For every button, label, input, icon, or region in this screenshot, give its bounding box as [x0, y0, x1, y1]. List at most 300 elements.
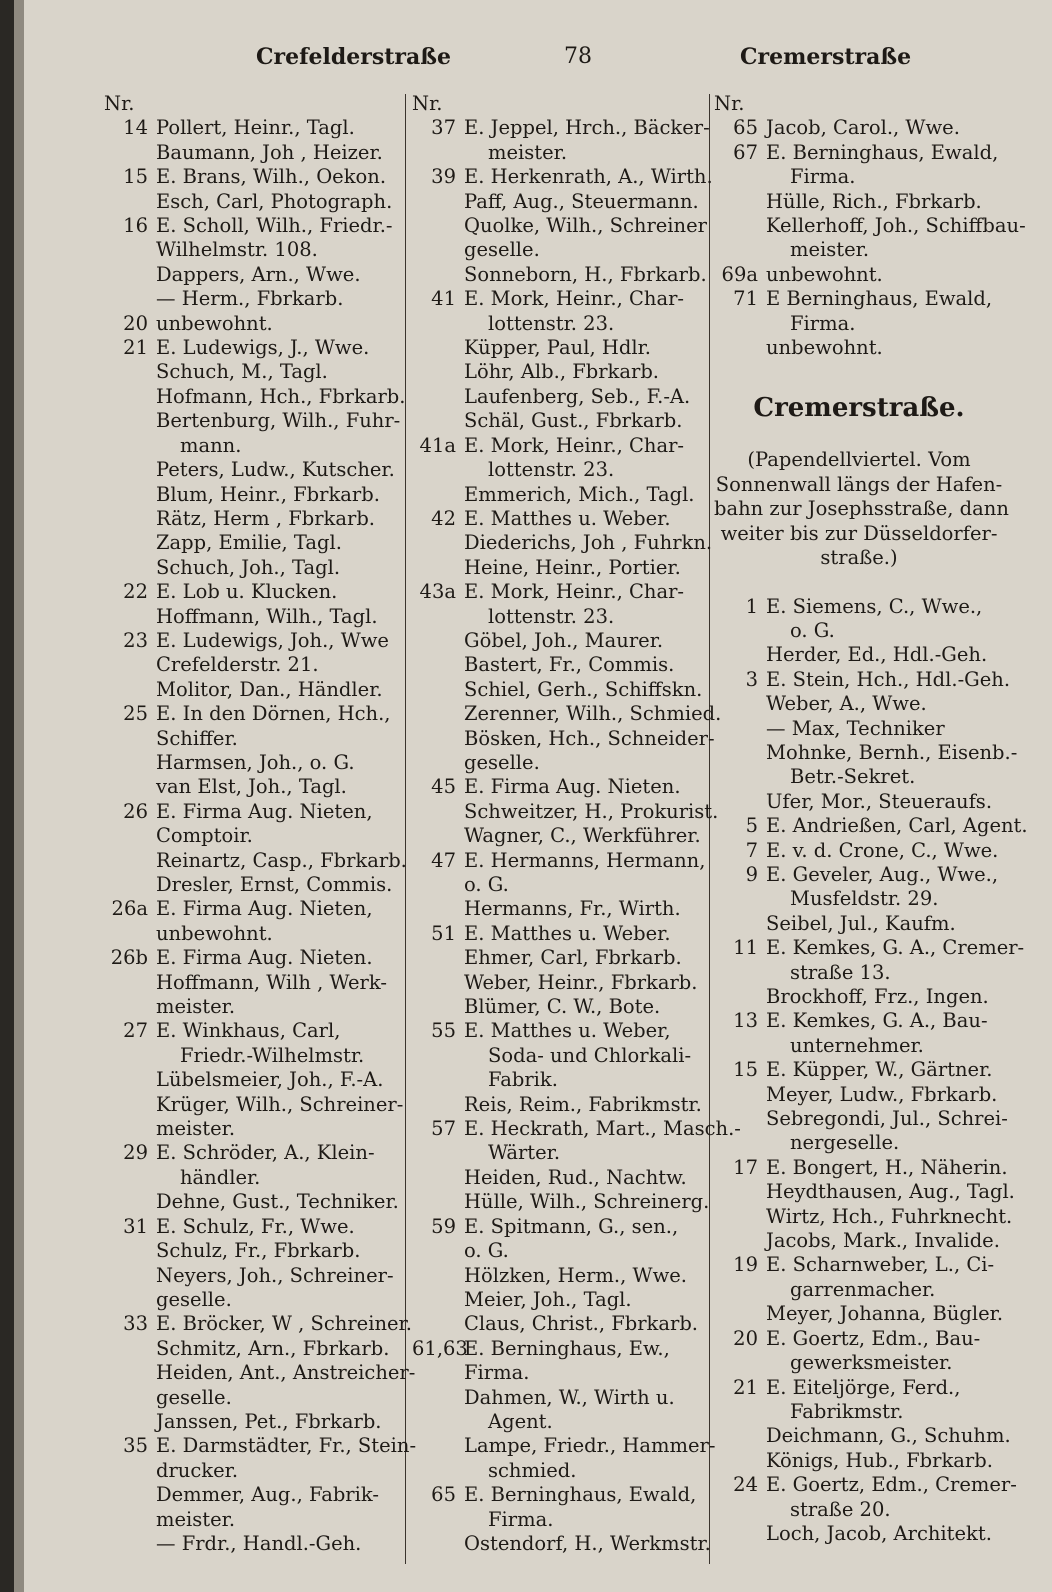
- house-number: 69a: [721, 262, 758, 286]
- entry-text: Lampe, Friedr., Hammer-: [464, 1434, 716, 1458]
- entry-text: Jacobs, Mark., Invalide.: [766, 1229, 1000, 1253]
- resident-line: [412, 1312, 712, 1336]
- house-number: [104, 1166, 156, 1190]
- resident-line: [412, 214, 712, 238]
- resident-line: [412, 726, 715, 751]
- entry-text: unbewohnt.: [156, 311, 273, 335]
- house-entry: [104, 800, 404, 824]
- entry-text: Firma.: [790, 165, 856, 189]
- resident-line: [714, 619, 1004, 643]
- house-entry: [104, 580, 404, 604]
- entry-text: Löhr, Alb., Fbrkarb.: [464, 360, 659, 384]
- entry-text: Weber, Heinr., Fbrkarb.: [464, 970, 698, 994]
- house-number: 5: [745, 814, 758, 838]
- entry-text: Kellerhoff, Joh., Schiffbau-: [766, 214, 1026, 238]
- resident-line: [412, 1434, 716, 1458]
- house-number: 27: [123, 1019, 148, 1043]
- entry-text: E. Scholl, Wilh., Friedr.-: [156, 214, 393, 238]
- house-entry: [412, 1483, 712, 1507]
- entry-text: E. Küpper, W., Gärtner.: [766, 1058, 993, 1082]
- entry-text: Baumann, Joh , Heizer.: [156, 140, 383, 164]
- resident-line: [412, 702, 722, 726]
- intro-line: Sonnenwall längs der Hafen-: [715, 472, 1003, 496]
- house-number: [412, 800, 464, 824]
- house-number: [412, 995, 464, 1019]
- house-number: [104, 483, 156, 507]
- resident-line: [412, 1288, 712, 1312]
- entry-text: Ufer, Mor., Steueraufs.: [766, 789, 993, 813]
- resident-line: [714, 1302, 1004, 1326]
- resident-line: [412, 1410, 712, 1434]
- entry-text: Göbel, Joh., Maurer.: [464, 628, 664, 652]
- resident-line: [714, 214, 1026, 238]
- entry-text: Loch, Jacob, Architekt.: [766, 1521, 992, 1545]
- entry-text: Ehmer, Carl, Fbrkarb.: [464, 946, 682, 970]
- entry-text: geselle.: [464, 750, 540, 774]
- house-number: [104, 727, 156, 751]
- house-number: [412, 1141, 464, 1165]
- house-number: 21: [123, 336, 148, 360]
- entry-text: E. Schröder, A., Klein-: [156, 1141, 375, 1165]
- resident-line: [104, 824, 404, 848]
- resident-line: [412, 1532, 712, 1556]
- resident-line: [714, 1180, 1015, 1204]
- entry-text: Brockhoff, Frz., Ingen.: [766, 985, 989, 1008]
- resident-line: [104, 1532, 404, 1556]
- resident-line: [104, 434, 404, 458]
- entry-text: Schweitzer, H., Prokurist.: [464, 799, 719, 823]
- house-number: [104, 824, 156, 848]
- entry-text: Crefelderstr. 21.: [156, 653, 319, 677]
- entry-text: E. Schulz, Fr., Wwe.: [156, 1214, 355, 1238]
- house-number: [412, 1459, 464, 1483]
- resident-line: [714, 985, 1004, 1009]
- house-number: [104, 1483, 156, 1507]
- house-number: 43a: [419, 580, 456, 604]
- resident-line: [412, 678, 712, 702]
- resident-line: [104, 190, 404, 214]
- house-number: [104, 1117, 156, 1141]
- entry-text: — Herm., Fbrkarb.: [156, 287, 344, 311]
- house-number: [104, 287, 156, 311]
- house-number: 42: [431, 506, 456, 530]
- resident-line: [104, 1337, 404, 1361]
- entry-text: E. Mork, Heinr., Char-: [464, 580, 685, 604]
- entry-text: E. Mork, Heinr., Char-: [464, 433, 685, 457]
- resident-line: [412, 897, 712, 921]
- house-number: 23: [123, 628, 148, 652]
- house-number: 35: [123, 1434, 148, 1458]
- entry-text: Sebregondi, Jul., Schrei-: [766, 1107, 1008, 1131]
- house-number: [714, 190, 766, 214]
- house-number: [714, 643, 766, 667]
- entry-text: straße 13.: [790, 960, 891, 984]
- house-entry: [714, 141, 1004, 165]
- resident-line: [412, 1459, 712, 1483]
- house-number: [104, 409, 156, 433]
- entry-text: E. Andrießen, Carl, Agent.: [766, 814, 1028, 838]
- entry-text: meister.: [156, 1507, 236, 1531]
- entry-text: Neyers, Joh., Schreiner-: [156, 1263, 394, 1287]
- house-entry: [104, 1312, 412, 1336]
- house-number: 15: [123, 165, 148, 189]
- entry-text: E. Matthes u. Weber.: [464, 506, 671, 530]
- entry-text: unbewohnt.: [156, 921, 273, 945]
- house-number: 13: [733, 1009, 758, 1033]
- entry-text: E. Spitmann, G., sen.,: [464, 1214, 679, 1238]
- house-entry: [104, 702, 404, 726]
- resident-line: [412, 531, 712, 555]
- house-number: 20: [733, 1326, 758, 1350]
- resident-line: [714, 717, 1004, 741]
- entry-text: E. Herkenrath, A., Wirth.: [464, 165, 713, 189]
- resident-line: [104, 751, 404, 775]
- house-entry: [104, 336, 404, 360]
- house-number: [412, 824, 464, 848]
- entry-text: Bösken, Hch., Schneider-: [464, 726, 715, 750]
- resident-line: [104, 409, 404, 433]
- resident-line: [104, 1483, 404, 1507]
- entry-text: Paff, Aug., Steuermann.: [464, 189, 699, 213]
- entry-text: Harmsen, Joh., o. G.: [156, 750, 355, 774]
- entry-text: E. Bongert, H., Näherin.: [766, 1155, 1008, 1179]
- resident-line: [714, 238, 1004, 262]
- resident-line: [412, 1386, 712, 1410]
- house-number: 37: [431, 116, 456, 140]
- house-number: [714, 692, 766, 716]
- resident-line: [714, 1522, 1004, 1546]
- resident-line: [104, 1044, 404, 1068]
- entry-text: gewerksmeister.: [790, 1351, 953, 1375]
- house-entry: [412, 1117, 741, 1141]
- entry-text: E. Berninghaus, Ew.,: [464, 1336, 670, 1360]
- entry-text: E. Mork, Heinr., Char-: [464, 287, 685, 311]
- entry-text: E. Berninghaus, Ewald,: [766, 140, 999, 164]
- house-entry: [104, 897, 404, 921]
- house-entry: [104, 165, 404, 189]
- house-number: [104, 1044, 156, 1068]
- resident-line: [714, 961, 1004, 985]
- resident-line: [104, 360, 404, 384]
- house-number: [104, 751, 156, 775]
- house-number: [412, 946, 464, 970]
- section-heading: Cremerstraße.: [753, 393, 965, 424]
- entry-text: E. Goertz, Edm., Bau-: [766, 1326, 981, 1350]
- resident-line: [714, 336, 1004, 360]
- resident-line: [412, 1166, 712, 1190]
- house-entry: [714, 1009, 1004, 1033]
- resident-line: [412, 751, 712, 775]
- house-entry: [714, 1327, 1004, 1351]
- house-number: [104, 531, 156, 555]
- entry-text: meister.: [156, 1117, 236, 1141]
- house-number: 21: [733, 1375, 758, 1399]
- house-entry: [714, 116, 1004, 140]
- house-number: [714, 717, 766, 741]
- house-number: [412, 605, 464, 629]
- house-number: 3: [745, 667, 758, 691]
- entry-text: Firma.: [790, 311, 856, 335]
- entry-text: Schiel, Gerh., Schiffskn.: [464, 677, 703, 701]
- house-number: [412, 1190, 464, 1214]
- resident-line: [104, 507, 404, 531]
- resident-line: [104, 995, 404, 1019]
- house-number: [714, 1278, 766, 1302]
- entry-text: E. Hermanns, Hermann,: [464, 848, 706, 872]
- house-entry: [714, 667, 1011, 692]
- entry-text: Hoffmann, Wilh , Werk-: [156, 970, 387, 994]
- resident-line: [412, 385, 712, 409]
- entry-text: Schmitz, Arn., Fbrkarb.: [156, 1336, 390, 1360]
- resident-line: [104, 1459, 404, 1483]
- column-right-bottom: [714, 594, 1028, 1547]
- house-number: 45: [431, 775, 456, 799]
- entry-text: Zerenner, Wilh., Schmied.: [464, 702, 722, 726]
- intro-line: bahn zur Josephsstraße, dann: [714, 497, 1009, 521]
- house-entry: [714, 814, 1028, 838]
- resident-line: [714, 643, 1004, 667]
- resident-line: [412, 1361, 712, 1385]
- house-number: [412, 971, 464, 995]
- resident-line: [104, 1190, 404, 1214]
- entry-text: Wirtz, Hch., Fuhrknecht.: [766, 1204, 1013, 1228]
- house-number: [412, 727, 464, 751]
- entry-text: Weber, A., Wwe.: [766, 692, 927, 716]
- resident-line: [412, 1044, 712, 1068]
- house-number: [104, 653, 156, 677]
- house-number: [412, 312, 464, 336]
- house-number: [714, 1424, 766, 1448]
- entry-text: geselle.: [156, 1385, 232, 1409]
- entry-text: E. Scharnweber, L., Ci-: [766, 1253, 995, 1277]
- entry-text: Nr.: [412, 92, 443, 115]
- entry-text: E. Matthes u. Weber,: [464, 1019, 671, 1043]
- house-number: [412, 531, 464, 555]
- house-number: [412, 629, 464, 653]
- house-entry: [104, 312, 404, 336]
- entry-text: van Elst, Joh., Tagl.: [156, 775, 347, 799]
- house-number: [104, 190, 156, 214]
- entry-text: Meier, Joh., Tagl.: [464, 1287, 632, 1311]
- resident-line: [412, 1141, 712, 1165]
- house-number: [412, 1508, 464, 1532]
- resident-line: [104, 458, 404, 482]
- resident-line: [104, 1361, 416, 1385]
- house-number: [714, 1449, 766, 1473]
- house-entry: [104, 1434, 417, 1458]
- page-binding-edge: [0, 0, 14, 1592]
- entry-text: Hermanns, Fr., Wirth.: [464, 897, 681, 921]
- entry-text: Lübelsmeier, Joh., F.-A.: [156, 1068, 384, 1092]
- house-number: 55: [431, 1019, 456, 1043]
- resident-line: [104, 556, 404, 580]
- house-number: 26: [123, 799, 148, 823]
- entry-text: Dehne, Gust., Techniker.: [156, 1190, 399, 1214]
- resident-line: [104, 287, 404, 311]
- entry-text: straße 20.: [790, 1497, 891, 1521]
- entry-text: Fabrikmstr.: [790, 1399, 904, 1423]
- house-number: [412, 1288, 464, 1312]
- house-number: [104, 1093, 156, 1117]
- entry-text: E. Eiteljörge, Ferd.,: [766, 1375, 961, 1399]
- entry-text: E. Ludewigs, Joh., Wwe: [156, 628, 389, 652]
- house-number: [714, 1034, 766, 1058]
- house-number: [104, 434, 156, 458]
- column-right-top: [714, 92, 1026, 360]
- house-entry: [412, 434, 712, 458]
- resident-line: [412, 312, 712, 336]
- house-number: [412, 556, 464, 580]
- house-number: [412, 458, 464, 482]
- entry-text: garrenmacher.: [790, 1277, 936, 1301]
- entry-text: Agent.: [488, 1409, 553, 1433]
- entry-text: Schäl, Gust., Fbrkarb.: [464, 409, 683, 433]
- entry-text: Claus, Christ., Fbrkarb.: [464, 1312, 698, 1336]
- house-number: [412, 336, 464, 360]
- resident-line: [104, 531, 404, 555]
- house-number: [104, 1532, 156, 1556]
- house-number: [104, 605, 156, 629]
- resident-line: [104, 141, 404, 165]
- entry-text: Wärter.: [488, 1141, 561, 1165]
- house-number: [714, 1083, 766, 1107]
- entry-text: E. In den Dörnen, Hch.,: [156, 702, 391, 726]
- entry-text: Meyer, Johanna, Bügler.: [766, 1302, 1004, 1326]
- house-number: [412, 702, 464, 726]
- resident-line: [714, 1498, 1004, 1522]
- house-number: [104, 922, 156, 946]
- header-right-street: Cremerstraße: [740, 44, 912, 70]
- entry-text: unbewohnt.: [766, 336, 883, 360]
- resident-line: [104, 848, 407, 873]
- house-number: [412, 1386, 464, 1410]
- house-number: [714, 912, 766, 936]
- resident-line: [714, 312, 1004, 336]
- house-entry: [412, 287, 712, 311]
- house-number: 61,63: [412, 1336, 468, 1360]
- resident-line: [714, 165, 1004, 189]
- house-entry: [412, 922, 712, 946]
- column-header: [104, 92, 404, 116]
- entry-text: unbewohnt.: [766, 262, 883, 286]
- house-number: [714, 1498, 766, 1522]
- entry-text: Dahmen, W., Wirth u.: [464, 1385, 675, 1409]
- house-number: 41: [431, 287, 456, 311]
- entry-text: E. Kemkes, G. A., Cremer-: [766, 936, 1025, 960]
- entry-text: Hülle, Rich., Fbrkarb.: [766, 189, 982, 213]
- entry-text: Schiffer.: [156, 726, 238, 750]
- house-number: [104, 141, 156, 165]
- resident-line: [412, 458, 712, 482]
- entry-text: Friedr.-Wilhelmstr.: [180, 1043, 365, 1067]
- house-entry: [412, 507, 712, 531]
- entry-text: Ostendorf, H., Werkmstr.: [464, 1531, 711, 1555]
- entry-text: Heydthausen, Aug., Tagl.: [766, 1180, 1015, 1204]
- resident-line: [412, 653, 712, 677]
- resident-line: [104, 873, 404, 897]
- entry-text: o. G.: [464, 873, 509, 896]
- house-number: [412, 1264, 464, 1288]
- resident-line: [714, 1400, 1004, 1424]
- entry-text: Pollert, Heinr., Tagl.: [156, 116, 355, 140]
- entry-text: E. Ludewigs, J., Wwe.: [156, 336, 370, 360]
- house-number: [714, 1400, 766, 1424]
- house-number: [104, 775, 156, 799]
- entry-text: E. Jeppel, Hrch., Bäcker-: [464, 116, 710, 140]
- house-number: [714, 985, 766, 1009]
- house-entry: [714, 263, 1004, 287]
- house-number: [412, 1166, 464, 1190]
- house-number: [104, 1410, 156, 1434]
- entry-text: lottenstr. 23.: [488, 311, 615, 335]
- entry-text: Soda- und Chlorkali-: [488, 1043, 692, 1067]
- house-number: [714, 1180, 766, 1204]
- house-number: [412, 1410, 464, 1434]
- resident-line: [412, 1068, 712, 1092]
- house-number: [412, 238, 464, 262]
- house-number: [412, 873, 464, 897]
- house-number: [412, 190, 464, 214]
- entry-text: Quolke, Wilh., Schreiner: [464, 214, 707, 238]
- resident-line: [714, 190, 1004, 214]
- house-number: [104, 556, 156, 580]
- entry-text: Hülle, Wilh., Schreinerg.: [464, 1190, 710, 1214]
- resident-line: [104, 483, 404, 507]
- resident-line: [412, 873, 712, 897]
- entry-text: Krüger, Wilh., Schreiner-: [156, 1092, 404, 1116]
- entry-text: meister.: [790, 238, 870, 262]
- resident-line: [714, 1278, 1004, 1302]
- entry-text: unternehmer.: [790, 1033, 924, 1057]
- resident-line: [412, 556, 712, 580]
- house-number: [714, 887, 766, 911]
- resident-line: [104, 775, 404, 799]
- house-entry: [714, 287, 1004, 311]
- entry-text: nergeselle.: [790, 1131, 900, 1155]
- house-entry: [412, 849, 712, 873]
- entry-text: Rätz, Herm , Fbrkarb.: [156, 506, 375, 530]
- entry-text: Heiden, Rud., Nachtw.: [464, 1165, 687, 1189]
- house-number: [412, 409, 464, 433]
- entry-text: geselle.: [464, 238, 540, 262]
- house-number: 59: [431, 1214, 456, 1238]
- house-entry: [104, 1141, 404, 1165]
- resident-line: [412, 1508, 712, 1532]
- house-number: [104, 263, 156, 287]
- resident-line: [412, 141, 712, 165]
- entry-text: Seibel, Jul., Kaufm.: [766, 911, 956, 935]
- house-number: 24: [733, 1473, 758, 1497]
- entry-text: lottenstr. 23.: [488, 604, 615, 628]
- house-number: [714, 765, 766, 789]
- house-entry: [714, 1376, 1004, 1400]
- entry-text: E. Matthes u. Weber.: [464, 921, 671, 945]
- house-number: [714, 1522, 766, 1546]
- resident-line: [104, 238, 404, 262]
- entry-text: Schuch, Joh., Tagl.: [156, 555, 341, 579]
- entry-text: Mohnke, Bernh., Eisenb.-: [766, 740, 1018, 764]
- entry-text: Musfeldstr. 29.: [790, 887, 939, 911]
- entry-text: E. Winkhaus, Carl,: [156, 1019, 341, 1043]
- entry-text: Heiden, Ant., Anstreicher-: [156, 1361, 416, 1385]
- house-number: [714, 619, 766, 643]
- house-number: [412, 385, 464, 409]
- entry-text: Jacob, Carol., Wwe.: [766, 116, 960, 140]
- resident-line: [412, 605, 712, 629]
- house-number: [412, 653, 464, 677]
- resident-line: [412, 360, 712, 384]
- entry-text: Blum, Heinr., Fbrkarb.: [156, 482, 380, 506]
